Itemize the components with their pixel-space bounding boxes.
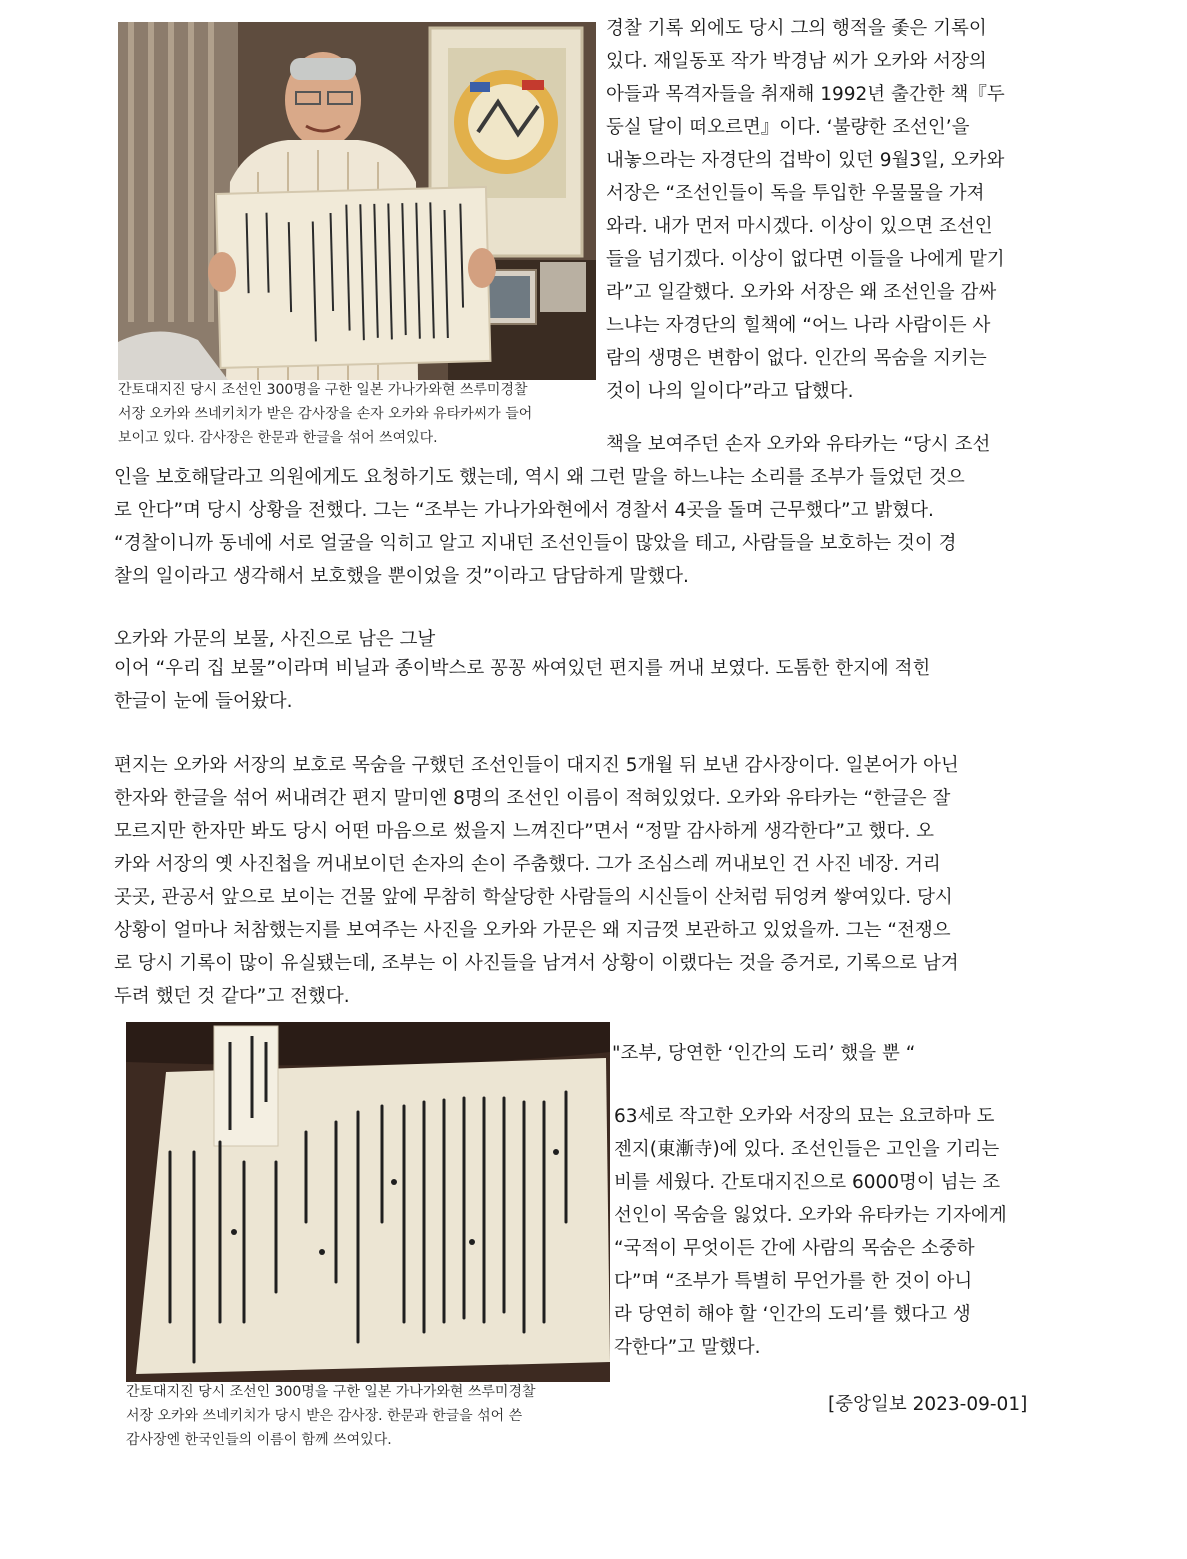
body-text-line: 내놓으라는 자경단의 겁박이 있던 9월3일, 오카와 [606,150,1005,171]
section-subheading: 오카와 가문의 보물, 사진으로 남은 그날 [114,629,436,650]
body-text-line: 인을 보호해달라고 의원에게도 요청하기도 했는데, 역시 왜 그런 말을 하느냐는 소리를 조부가 들었던 것으 [114,467,965,488]
body-text-line: 편지는 오카와 서장의 보호로 목숨을 구했던 조선인들이 대지진 5개월 뒤 보낸 감사장이다. 일본어가 아닌 [114,755,959,776]
body-text-line: 카와 서장의 옛 사진첩을 꺼내보이던 손자의 손이 주춤했다. 그가 조심스레 꺼내보인 건 사진 네장. 거리 [114,854,941,875]
photo-grandson-holding-letter [118,22,596,380]
body-text-line: “경찰이니까 동네에 서로 얼굴을 익히고 알고 지내던 조선인들이 많았을 테고, 사람들을 보호하는 것이 경 [114,533,957,554]
photo-thank-you-letter [126,1022,610,1382]
body-text-line: 로 안다”며 당시 상황을 전했다. 그는 “조부는 가나가와현에서 경찰서 4곳을 돌며 근무했다”고 밝혔다. [114,500,934,521]
body-text-line: 모르지만 한자만 봐도 당시 어떤 마음으로 썼을지 느껴진다”면서 “정말 감사하게 생각한다”고 했다. 오 [114,821,935,842]
body-text-line: 라”고 일갈했다. 오카와 서장은 왜 조선인을 감싸 [606,282,997,303]
body-text-line: 찰의 일이라고 생각해서 보호했을 뿐이었을 것”이라고 담담하게 말했다. [114,566,689,587]
source-credit: [중앙일보 2023-09-01] [828,1394,1028,1415]
photo-caption: 서장 오카와 쓰네키치가 받은 감사장을 손자 오카와 유타카씨가 들어 [118,406,533,422]
body-text-line: 아들과 목격자들을 취재해 1992년 출간한 책『두 [606,84,1005,105]
body-text-line: 있다. 재일동포 작가 박경남 씨가 오카와 서장의 [606,51,987,72]
photo-caption: 간토대지진 당시 조선인 300명을 구한 일본 가나가와현 쓰루미경찰 [118,382,528,398]
body-text-line: 느냐는 자경단의 힐책에 “어느 나라 사람이든 사 [606,315,991,336]
body-text-line: 와라. 내가 먼저 마시겠다. 이상이 있으면 조선인 [606,216,993,237]
body-text-line: 각한다”고 말했다. [614,1337,761,1358]
body-text-line: 것이 나의 일이다”라고 답했다. [606,381,854,402]
body-text-line: 로 당시 기록이 많이 유실됐는데, 조부는 이 사진들을 남겨서 상황이 이랬다는 것을 증거로, 기록으로 남겨 [114,953,959,974]
body-text-line: 람의 생명은 변함이 없다. 인간의 목숨을 지키는 [606,348,987,369]
photo-caption: 보이고 있다. 감사장은 한문과 한글을 섞어 쓰여있다. [118,430,438,446]
body-text-line: 비를 세웠다. 간토대지진으로 6000명이 넘는 조 [614,1172,1001,1193]
body-text-line: “국적이 무엇이든 간에 사람의 목숨은 소중하 [614,1238,975,1259]
body-text-line: 들을 넘기겠다. 이상이 없다면 이들을 나에게 맡기 [606,249,1005,270]
body-text-line: 선인이 목숨을 잃었다. 오카와 유타카는 기자에게 [614,1205,1007,1226]
body-text-line: 이어 “우리 집 보물”이라며 비닐과 종이박스로 꽁꽁 싸여있던 편지를 꺼내 보였다. 도톰한 한지에 적힌 [114,658,931,679]
body-text-line: 책을 보여주던 손자 오카와 유타카는 “당시 조선 [606,434,991,455]
photo-caption: 간토대지진 당시 조선인 300명을 구한 일본 가나가와현 쓰루미경찰 [126,1384,536,1400]
body-text-line: 63세로 작고한 오카와 서장의 묘는 요코하마 도 [614,1106,995,1127]
body-text-line: 상황이 얼마나 처참했는지를 보여주는 사진을 오카와 가문은 왜 지금껏 보관하고 있었을까. 그는 “전쟁으 [114,920,951,941]
body-text-line: 한글이 눈에 들어왔다. [114,691,293,712]
body-text-line: 경찰 기록 외에도 당시 그의 행적을 좇은 기록이 [606,18,987,39]
body-text-line: 곳곳, 관공서 앞으로 보이는 건물 앞에 무참히 학살당한 사람들의 시신들이 산처럼 뒤엉켜 쌓여있다. 당시 [114,887,953,908]
section-subheading: "조부, 당연한 ‘인간의 도리’ 했을 뿐 “ [612,1043,916,1064]
body-text-line: 둥실 달이 떠오르면』이다. ‘불량한 조선인’을 [606,117,970,138]
body-text-line: 다”며 “조부가 특별히 무언가를 한 것이 아니 [614,1271,973,1292]
body-text-line: 라 당연히 해야 할 ‘인간의 도리’를 했다고 생 [614,1304,971,1325]
body-text-line: 서장은 “조선인들이 독을 투입한 우물물을 가져 [606,183,985,204]
body-text-line: 두려 했던 것 같다”고 전했다. [114,986,350,1007]
photo-caption: 감사장엔 한국인들의 이름이 함께 쓰여있다. [126,1432,392,1448]
body-text-line: 한자와 한글을 섞어 써내려간 편지 말미엔 8명의 조선인 이름이 적혀있었다. 오카와 유타카는 “한글은 잘 [114,788,951,809]
photo-caption: 서장 오카와 쓰네키치가 당시 받은 감사장. 한문과 한글을 섞어 쓴 [126,1408,523,1424]
body-text-line: 젠지(東漸寺)에 있다. 조선인들은 고인을 기리는 [614,1139,1000,1160]
